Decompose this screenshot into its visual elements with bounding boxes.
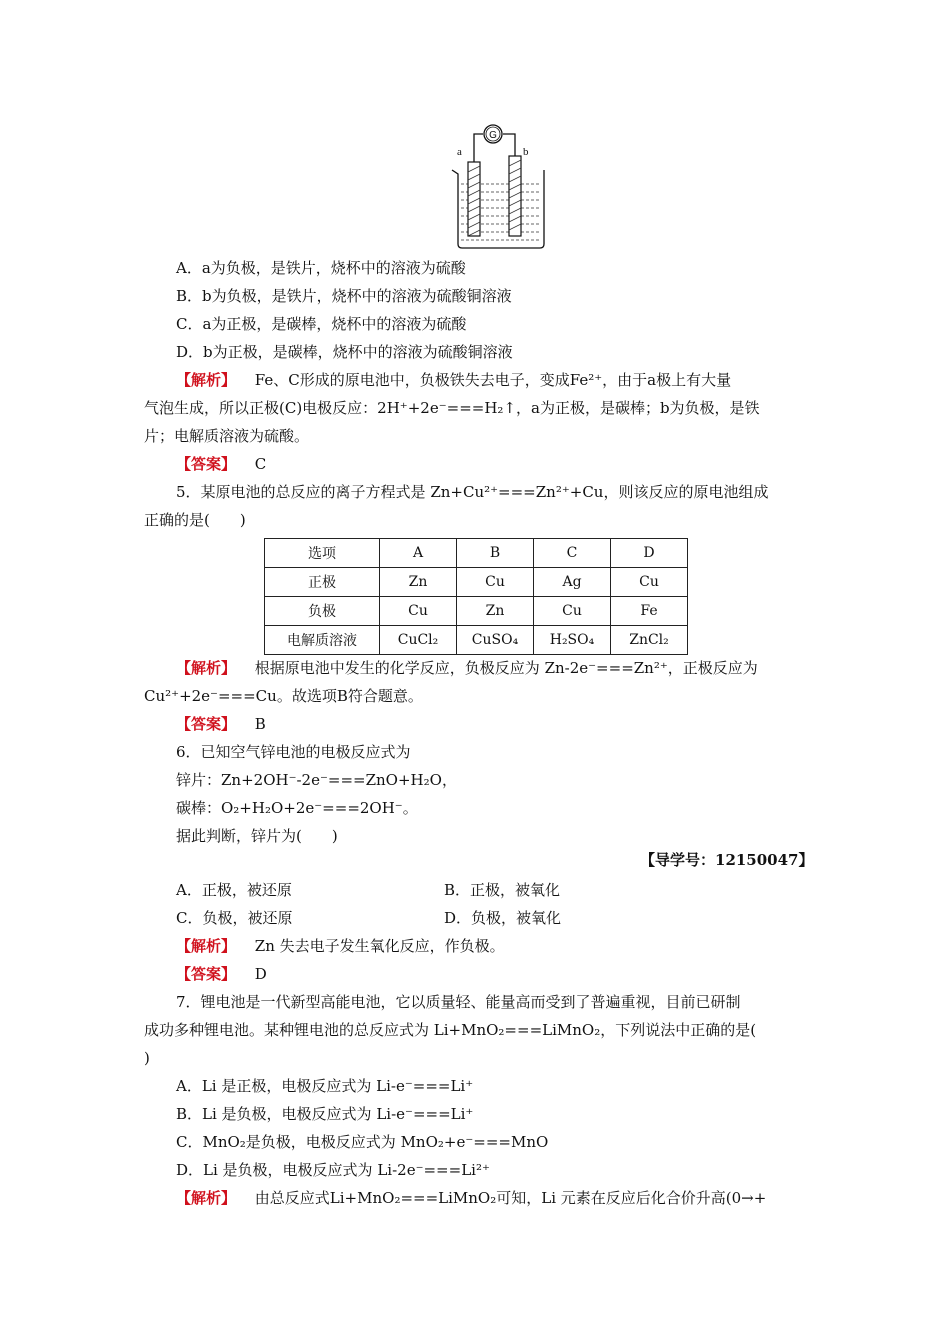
table-cell: 负极 xyxy=(265,597,380,626)
q6-analysis-line1 xyxy=(176,936,505,956)
table-cell: D xyxy=(611,539,688,568)
galvanic-cell-diagram xyxy=(448,122,558,250)
table-cell: Cu xyxy=(457,568,534,597)
q7-stem-line1: 7．锂电池是一代新型高能电池，它以质量轻、能量高而受到了普遍重视，目前已研制 xyxy=(176,993,741,1011)
q7-option-a: A．Li 是正极，电极反应式为 Li-e⁻===Li⁺ xyxy=(176,1077,474,1095)
q4-option-d: D．b为正极，是碳棒，烧杯中的溶液为硫酸铜溶液 xyxy=(176,343,513,361)
electrode-b xyxy=(509,156,521,236)
answer-tag: 【答案】 xyxy=(176,965,237,983)
q6-answer xyxy=(176,964,267,984)
table-cell: H₂SO₄ xyxy=(534,626,611,655)
table-cell: A xyxy=(380,539,457,568)
q6-option-c: C．负极，被还原 xyxy=(176,909,293,927)
q7-stem-line3: ) xyxy=(144,1049,150,1067)
table-cell: Cu xyxy=(611,568,688,597)
q4-option-b: B．b为负极，是铁片，烧杯中的溶液为硫酸铜溶液 xyxy=(176,287,512,305)
q5-stem-line1: 5．某原电池的总反应的离子方程式是 Zn+Cu²⁺===Zn²⁺+Cu，则该反应的原电池组成 xyxy=(176,483,769,501)
table-cell: C xyxy=(534,539,611,568)
q4-analysis-line3: 片；电解质溶液为硫酸。 xyxy=(144,427,310,445)
table-cell: ZnCl₂ xyxy=(611,626,688,655)
q6-stem-line1: 6．已知空气锌电池的电极反应式为 xyxy=(176,743,411,761)
q4-option-c: C．a为正极，是碳棒，烧杯中的溶液为硫酸 xyxy=(176,315,467,333)
table-row xyxy=(265,539,688,568)
q6-analysis-text: Zn 失去电子发生氧化反应，作负极。 xyxy=(254,937,505,955)
table-cell: Ag xyxy=(534,568,611,597)
q4-option-a: A．a为负极，是铁片，烧杯中的溶液为硫酸 xyxy=(176,259,466,277)
q4-analysis-line1 xyxy=(176,370,731,390)
analysis-tag: 【解析】 xyxy=(176,1189,237,1207)
table-cell: B xyxy=(457,539,534,568)
answer-tag: 【答案】 xyxy=(176,455,237,473)
q5-analysis-line1 xyxy=(176,658,758,678)
table-cell: 选项 xyxy=(265,539,380,568)
table-cell: CuCl₂ xyxy=(380,626,457,655)
q6-stem-line2: 锌片：Zn+2OH⁻-2e⁻===ZnO+H₂O， xyxy=(176,771,457,789)
table-cell: 正极 xyxy=(265,568,380,597)
q5-stem-line2: 正确的是( ) xyxy=(144,511,246,529)
table-cell: 电解质溶液 xyxy=(265,626,380,655)
table-cell: Cu xyxy=(534,597,611,626)
q4-analysis-text: Fe、C形成的原电池中，负极铁失去电子，变成Fe²⁺，由于a极上有大量 xyxy=(254,371,732,389)
table-cell: CuSO₄ xyxy=(457,626,534,655)
q7-option-b: B．Li 是负极，电极反应式为 Li-e⁻===Li⁺ xyxy=(176,1105,474,1123)
table-cell: Fe xyxy=(611,597,688,626)
q4-answer-value: C xyxy=(254,455,267,473)
table-row xyxy=(265,568,688,597)
q7-option-d: D．Li 是负极，电极反应式为 Li-2e⁻===Li²⁺ xyxy=(176,1161,490,1179)
answer-tag: 【答案】 xyxy=(176,715,237,733)
q6-option-b: B．正极，被氧化 xyxy=(444,881,561,899)
q5-answer-value: B xyxy=(254,715,266,733)
electrode-a-label: a xyxy=(457,146,462,158)
q6-option-a: A．正极，被还原 xyxy=(176,881,292,899)
table-row xyxy=(265,597,688,626)
table-cell: Zn xyxy=(457,597,534,626)
q5-analysis-text: 根据原电池中发生的化学反应，负极反应为 Zn-2e⁻===Zn²⁺，正极反应为 xyxy=(254,659,758,677)
q6-option-d: D．负极，被氧化 xyxy=(444,909,562,927)
q6-answer-value: D xyxy=(254,965,267,983)
analysis-tag: 【解析】 xyxy=(176,371,237,389)
guide-number: 【导学号：12150047】 xyxy=(640,851,814,869)
q7-option-c: C．MnO₂是负极，电极反应式为 MnO₂+e⁻===MnO xyxy=(176,1133,549,1151)
q7-analysis-text: 由总反应式Li+MnO₂===LiMnO₂可知，Li 元素在反应后化合价升高(0→+ xyxy=(254,1189,767,1207)
q5-analysis-line2: Cu²⁺+2e⁻===Cu。故选项B符合题意。 xyxy=(144,687,423,705)
analysis-tag: 【解析】 xyxy=(176,937,237,955)
q7-stem-line2: 成功多种锂电池。某种锂电池的总反应式为 Li+MnO₂===LiMnO₂，下列说法中正确的是( xyxy=(144,1021,757,1039)
q6-stem-line3: 碳棒：O₂+H₂O+2e⁻===2OH⁻。 xyxy=(176,799,418,817)
q6-stem-line4: 据此判断，锌片为( ) xyxy=(176,827,338,845)
q4-answer xyxy=(176,454,266,474)
galvanometer-label: G xyxy=(489,130,497,141)
analysis-tag: 【解析】 xyxy=(176,659,237,677)
q4-analysis-line2: 气泡生成，所以正极(C)电极反应：2H⁺+2e⁻===H₂↑，a为正极，是碳棒；b为负极，是铁 xyxy=(144,399,760,417)
table-cell: Zn xyxy=(380,568,457,597)
electrode-b-label: b xyxy=(523,146,529,158)
q5-answer xyxy=(176,714,266,734)
table-cell: Cu xyxy=(380,597,457,626)
table-row xyxy=(265,626,688,655)
q5-options-table xyxy=(264,538,688,655)
q7-analysis-line1 xyxy=(176,1188,766,1208)
